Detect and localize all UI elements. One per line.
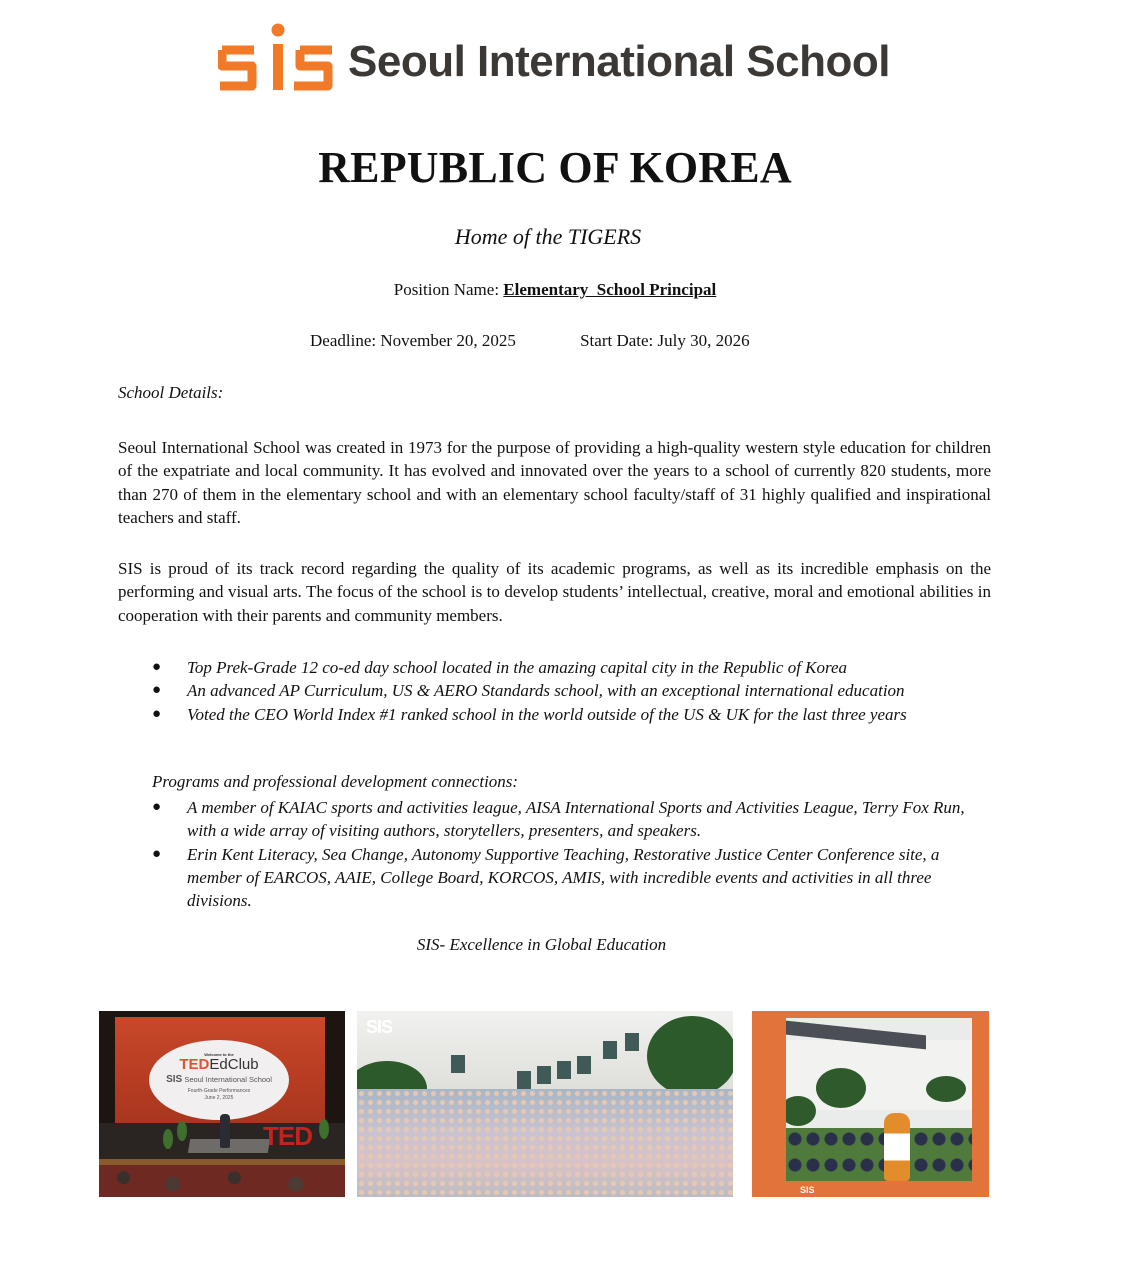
dates-line [310,331,750,351]
mascot-photo [786,1018,972,1181]
start-date: Start Date: July 30, 2026 [580,331,750,350]
list-item [152,843,992,913]
list-item [152,679,992,702]
list-item-text: A member of KAIAC sports and activities league, AISA International Sports and Activities League, Terry Fox Run, with a wide array of visiting authors, storytellers, presenters, and speakers. [187,798,965,841]
list-item [152,656,992,679]
programs-label: Programs and professional development connections: [152,772,519,791]
screen-oval [149,1040,289,1120]
window [557,1061,571,1079]
programs-list [152,796,992,912]
photo-tiger-mascot [752,1011,989,1197]
list-item-text: An advanced AP Curriculum, US & AERO Standards school, with an exceptional international education [187,681,905,701]
window [603,1041,617,1059]
list-item-text: Voted the CEO World Index #1 ranked school in the world outside of the US & UK for the last three years [187,704,907,724]
window [537,1066,551,1084]
sis-text: SIS [166,1074,183,1085]
window [577,1056,591,1074]
position-label: Position Name: [393,280,500,299]
school-details-label: School Details: [118,383,224,402]
list-item-text: Erin Kent Literacy, Sea Change, Autonomy Supportive Teaching, Restorative Justice Center Conference site, a member of EARCOS, AAIE, College Board, KORCOS, AMIS, with incredible events and activities in all three divisions. [187,844,940,911]
tagline: Home of the TIGERS [454,224,642,249]
highlights-list [152,656,992,726]
school-name: Seoul International School [348,37,890,86]
bullet-icon: ● [152,659,162,675]
plant [177,1121,187,1141]
sis-footer-logo: SIS [800,1185,815,1195]
tree [816,1068,866,1108]
audience [99,1165,345,1197]
window [451,1055,465,1073]
ted-text: TED [179,1056,210,1073]
motto: SIS- Excellence in Global Education [416,935,667,954]
tiger-mascot [884,1113,910,1181]
school-details-paragraph: Seoul International School was created in 1973 for the purpose of providing a high-quality western style education for children of the expatriate and local community. It has evolved and innovated over the years to a school of currently 820 students, more than 270 of them in the elementary school and with an elementary school faculty/staff of 31 highly qualified and inspirational teachers and staff. [118,438,991,527]
crowd [357,1089,733,1197]
page-title: REPUBLIC OF KOREA [318,143,792,192]
tree [647,1016,733,1096]
tree [926,1076,966,1102]
position-name: Elementary School Principal [503,280,717,299]
screen-date: June 2, 2025 [204,1095,234,1101]
window [517,1071,531,1089]
bullet-icon: ● [152,705,162,722]
school-details-paragraph: SIS is proud of its track record regarding the quality of its academic programs, as well as its incredible emphasis on the performing and visual arts. The focus of the school is to develop students’ intellectual, creative, moral and emotional abilities in cooperation with their parents and community members. [118,559,991,625]
bullet-icon: ● [152,845,162,862]
window [625,1033,639,1051]
stage-ted-letters: TED [263,1121,312,1151]
school-logo [218,22,890,94]
school-text: Seoul International School [184,1075,272,1084]
plant [163,1129,173,1149]
screen-welcome: Welcome to the [204,1052,234,1057]
list-item-text: Top Prek-Grade 12 co-ed day school located in the amazing capital city in the Republic of Korea [187,658,848,677]
screen-tededclub [149,1057,289,1072]
tree [786,1096,816,1126]
position-line [0,280,1110,300]
speaker [220,1114,230,1148]
plant [319,1119,329,1139]
students [786,1126,972,1181]
screen-school [149,1074,289,1085]
list-item [152,703,992,726]
sis-watermark: SIS [366,1017,393,1037]
photo-group-steps [357,1011,733,1197]
bullet-icon: ● [152,682,162,699]
photo-tededclub-stage [99,1011,345,1197]
list-item [152,796,992,843]
deadline: Deadline: November 20, 2025 [310,331,516,350]
sis-logo-mark [218,22,336,94]
edclub-text: EdClub [209,1056,259,1073]
bullet-icon: ● [152,799,162,815]
screen-performance: Fourth-Grade Performances [187,1088,251,1094]
